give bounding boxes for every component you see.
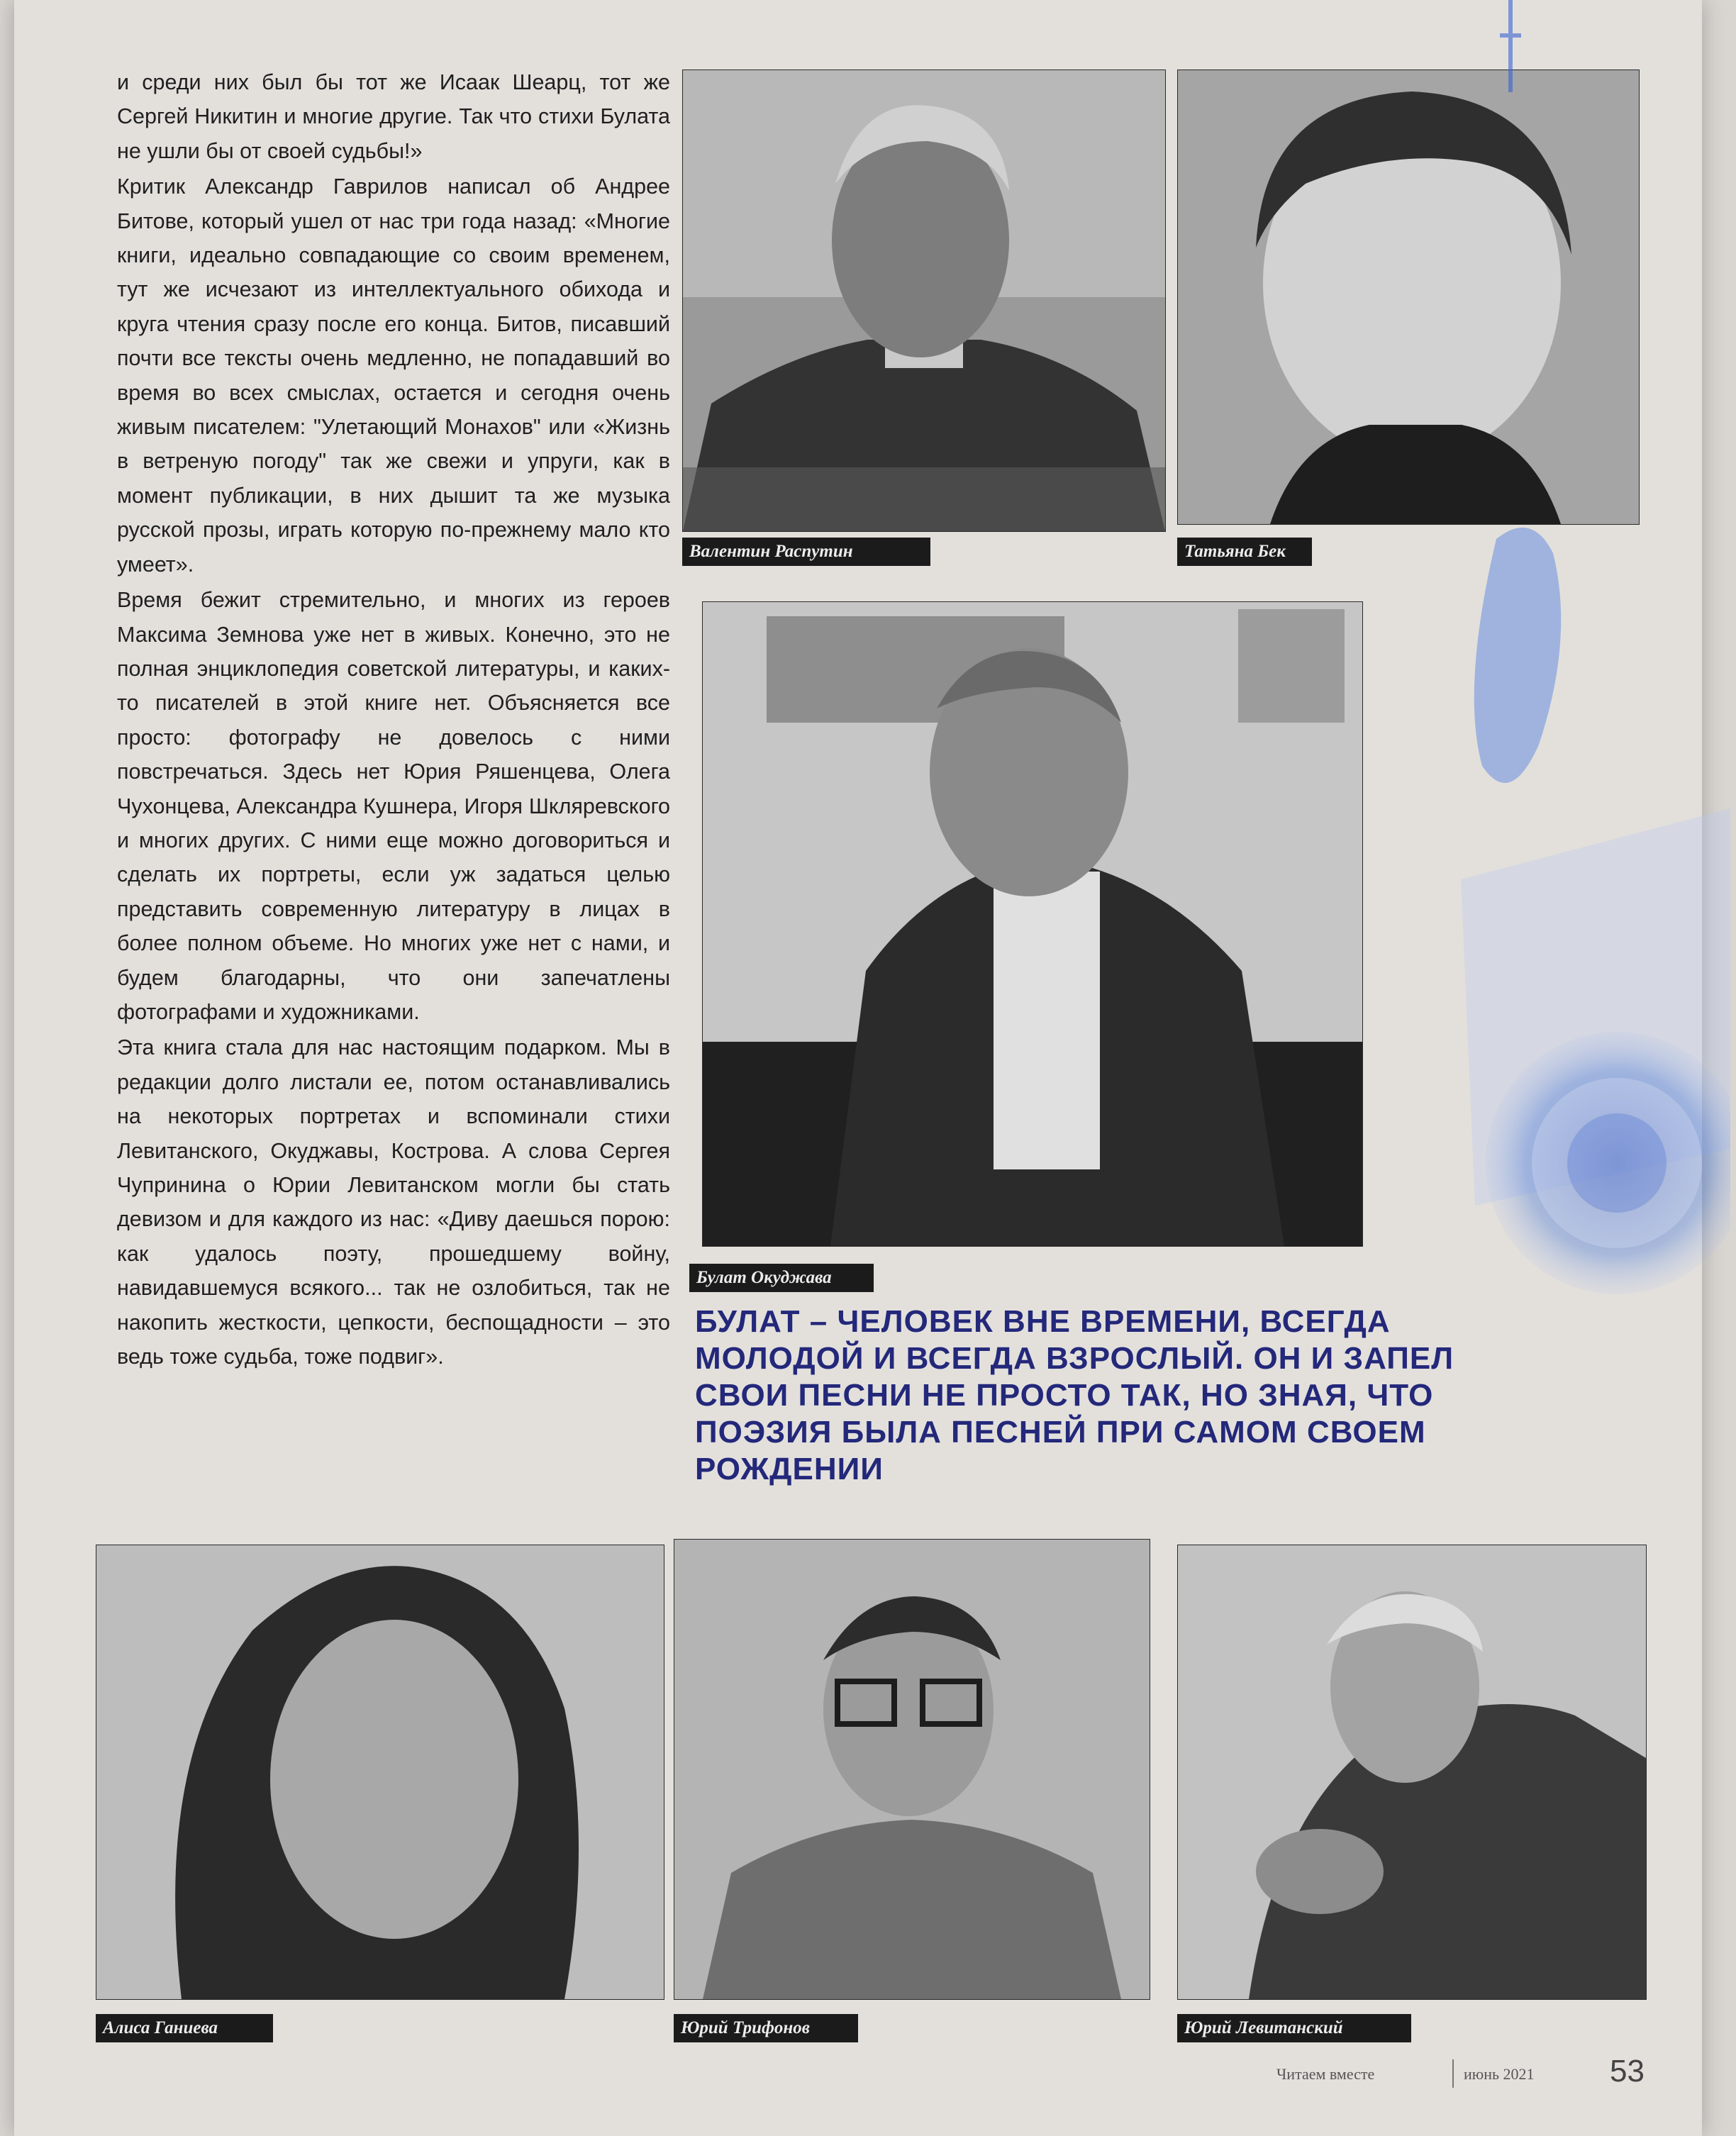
caption-trifonov: Юрий Трифонов — [674, 2014, 858, 2042]
article-paragraph: и среди них был бы тот же Исаак Шеарц, тот же Сергей Никитин и многие другие. Так что стихи Булата не ушли бы от своей судьбы!» — [117, 70, 670, 163]
article-paragraph: Критик Александр Гаврилов написал об Андрее Битове, который ушел от нас три года назад: «Многие книги, идеально совпадающие со своим временем, тут же исчезают из интеллектуального обихода и круга чтения сразу после его конца. Битов, писавший почти все тексты очень медленно, не попадавший во время во всех смыслах, остается и сегодня очень живым писателем: "Улетающий Монахов" или «Жизнь в ветреную погоду" так же свежи и упруги, как в момент публикации, в них дышит та же музыка русской прозы, играть которую по-прежнему мало кто умеет». — [117, 174, 670, 577]
photo-bek — [1177, 69, 1640, 525]
caption-rasputin: Валентин Распутин — [682, 538, 930, 566]
caption-levitansky: Юрий Левитанский — [1177, 2014, 1411, 2042]
photo-trifonov — [674, 1539, 1150, 2000]
photo-rasputin — [682, 69, 1166, 532]
photo-levitansky — [1177, 1545, 1647, 2000]
article-text — [117, 65, 670, 1375]
caption-bek: Татьяна Бек — [1177, 538, 1312, 566]
footer-date: июнь 2021 — [1464, 2065, 1535, 2083]
caption-okudzhava: Булат Окуджава — [689, 1264, 874, 1292]
article-paragraph: Эта книга стала для нас настоящим подарком. Мы в редакции долго листали ее, потом останавливались на некоторых портретах и вспоминали стихи Левитанского, Окуджавы, Кострова. А слова Сергея Чупринина о Юрии Левитанском могли бы стать девизом и для каждого из нас: «Диву даешься порою: как удалось поэту, прошедшему войну, навидавшемуся всякого... так не озлобиться, так не накопить жесткости, цепкости, беспощадности – это ведь тоже судьба, тоже подвиг». — [117, 1035, 670, 1369]
photo-ganieva — [96, 1545, 664, 2000]
footer-divider — [1452, 2059, 1454, 2088]
blue-ink-mark — [1496, 0, 1525, 106]
page-footer — [1276, 2051, 1674, 2093]
photo-okudzhava — [702, 601, 1363, 1247]
article-paragraph: Время бежит стремительно, и многих из героев Максима Земнова уже нет в живых. Конечно, это не полная энциклопедия советской литературы, и каких-то писателей в этой книге нет. Объясняется все просто: фотографу не довелось с ними повстречаться. Здесь нет Юрия Ряшенцева, Олега Чухонцева, Александра Кушнера, Игоря Шкляревского и многих других. С ними еще можно договориться и сделать их портреты, если уж задаться целью представить современную литературу в лицах в более полном объеме. Но многих уже нет с нами, и будем благодарны, что они запечатлены фотографами и художниками. — [117, 588, 670, 1024]
pull-quote: БУЛАТ – ЧЕЛОВЕК ВНЕ ВРЕМЕНИ, ВСЕГДА МОЛОДОЙ И ВСЕГДА ВЗРОСЛЫЙ. ОН И ЗАПЕЛ СВОИ ПЕСНИ НЕ ПРОСТО ТАК, НО ЗНАЯ, ЧТО ПОЭЗИЯ БЫЛА ПЕСНЕЙ ПРИ САМОМ СВОЕМ РОЖДЕНИИ — [695, 1304, 1454, 1486]
magazine-page — [14, 0, 1702, 2136]
page-number: 53 — [1610, 2054, 1645, 2088]
caption-ganieva: Алиса Ганиева — [96, 2014, 273, 2042]
footer-magazine: Читаем вместе — [1276, 2065, 1375, 2083]
